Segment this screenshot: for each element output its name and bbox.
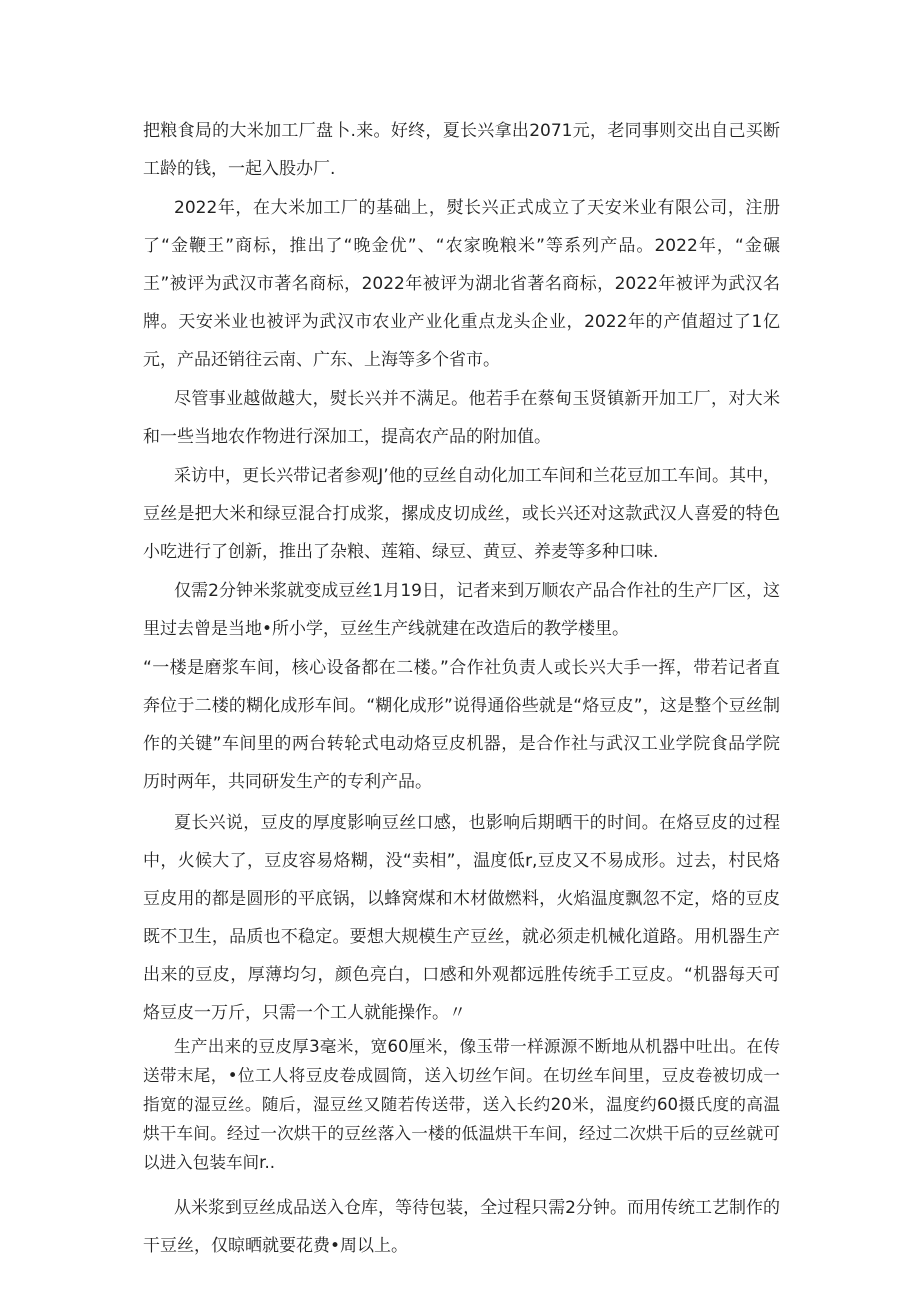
paragraph-4: 采访中，更长兴带记者参观J’他的豆丝自动化加工车间和兰花豆加工车间。其中，豆丝是把大米和绿豆混合打成浆，摞成皮切成丝，或长兴还对这款武汉人喜爱的特色小吃进行了创新，推出了杂粮、莲箱、绿豆、黄豆、养麦等多种口味.	[143, 466, 780, 562]
paragraph-9: 从米浆到豆丝成品送入仓库，等待包装，全过程只需2分钟。而用传统工艺制作的干豆丝，仅晾晒就要花费•周以上。	[143, 1198, 780, 1256]
paragraph-5: 仅需2分钟米浆就变成豆丝1月19日，记者来到万顺农产品合作社的生产厂区，这里过去曾是当地•所小学，豆丝生产线就建在改造后的教学楼里。	[143, 581, 780, 639]
paragraph-3: 尽管事业越做越大，熨长兴并不满足。他若手在蔡甸玉贤镇新开加工厂，对大米和一些当地农作物进行深加工，提高农产品的附加值。	[143, 389, 780, 447]
paragraph-6: “一楼是磨浆车间，核心设备都在二楼。”合作社负责人或长兴大手一挥，带若记者直奔位于二楼的糊化成形车间。“糊化成形”说得通俗些就是“烙豆皮”，这是整个豆丝制作的关键”车间里的两台转轮式电动烙豆皮机器，是合作社与武汉工业学院食品学院历时两年，共同研发生产的专利产品。	[143, 658, 780, 792]
paragraph-1: 把粮食局的大米加工厂盘卜.来。好终，夏长兴拿出2071元，老同事则交出自己买断工龄的钱，一起入股办厂.	[143, 121, 780, 179]
paragraph-7: 夏长兴说，豆皮的厚度影响豆丝口感，也影响后期晒干的时间。在烙豆皮的过程中，火候大了，豆皮容易烙糊，没“卖相”，温度低r,豆皮又不易成形。过去，村民烙豆皮用的都是圆形的平底锅，以蜂窝煤和木材做燃料，火焰温度飘忽不定，烙的豆皮既不卫生，品质也不稳定。要想大规模生产豆丝，就必须走机械化道路。用机器生产出来的豆皮，厚薄均匀，颜色亮白，口感和外观都远胜传统手工豆皮。“机器每天可烙豆皮一万斤，只需一个工人就能操作。〃	[143, 813, 780, 1023]
paragraph-2: 2022年，在大米加工厂的基础上，熨长兴正式成立了天安米业有限公司，注册了“金鞭王”商标，推出了“晚金优”、“农家晚粮米”等系列产品。2022年，“金碾王”被评为武汉市著名商标，2022年被评为湖北省著名商标，2022年被评为武汉名牌。天安米业也被评为武汉市农业产业化重点龙头企业，2022年的产值超过了1亿元，产品还销往云南、广东、上海等多个省市。	[143, 198, 780, 370]
paragraph-8: 生产出来的豆皮厚3毫米，宽60厘米，像玉带一样源源不断地从机器中吐出。在传送带末尾，•位工人将豆皮卷成圆筒，送入切丝乍间。在切丝车间里，豆皮卷被切成一指宽的湿豆丝。随后，湿豆丝又随若传送带，送入长约20米，温度约60摄氏度的高温烘干车间。经过一次烘干的豆丝落入一楼的低温烘干车间，经过二次烘干后的豆丝就可以进入包装车间r..	[143, 1037, 780, 1172]
